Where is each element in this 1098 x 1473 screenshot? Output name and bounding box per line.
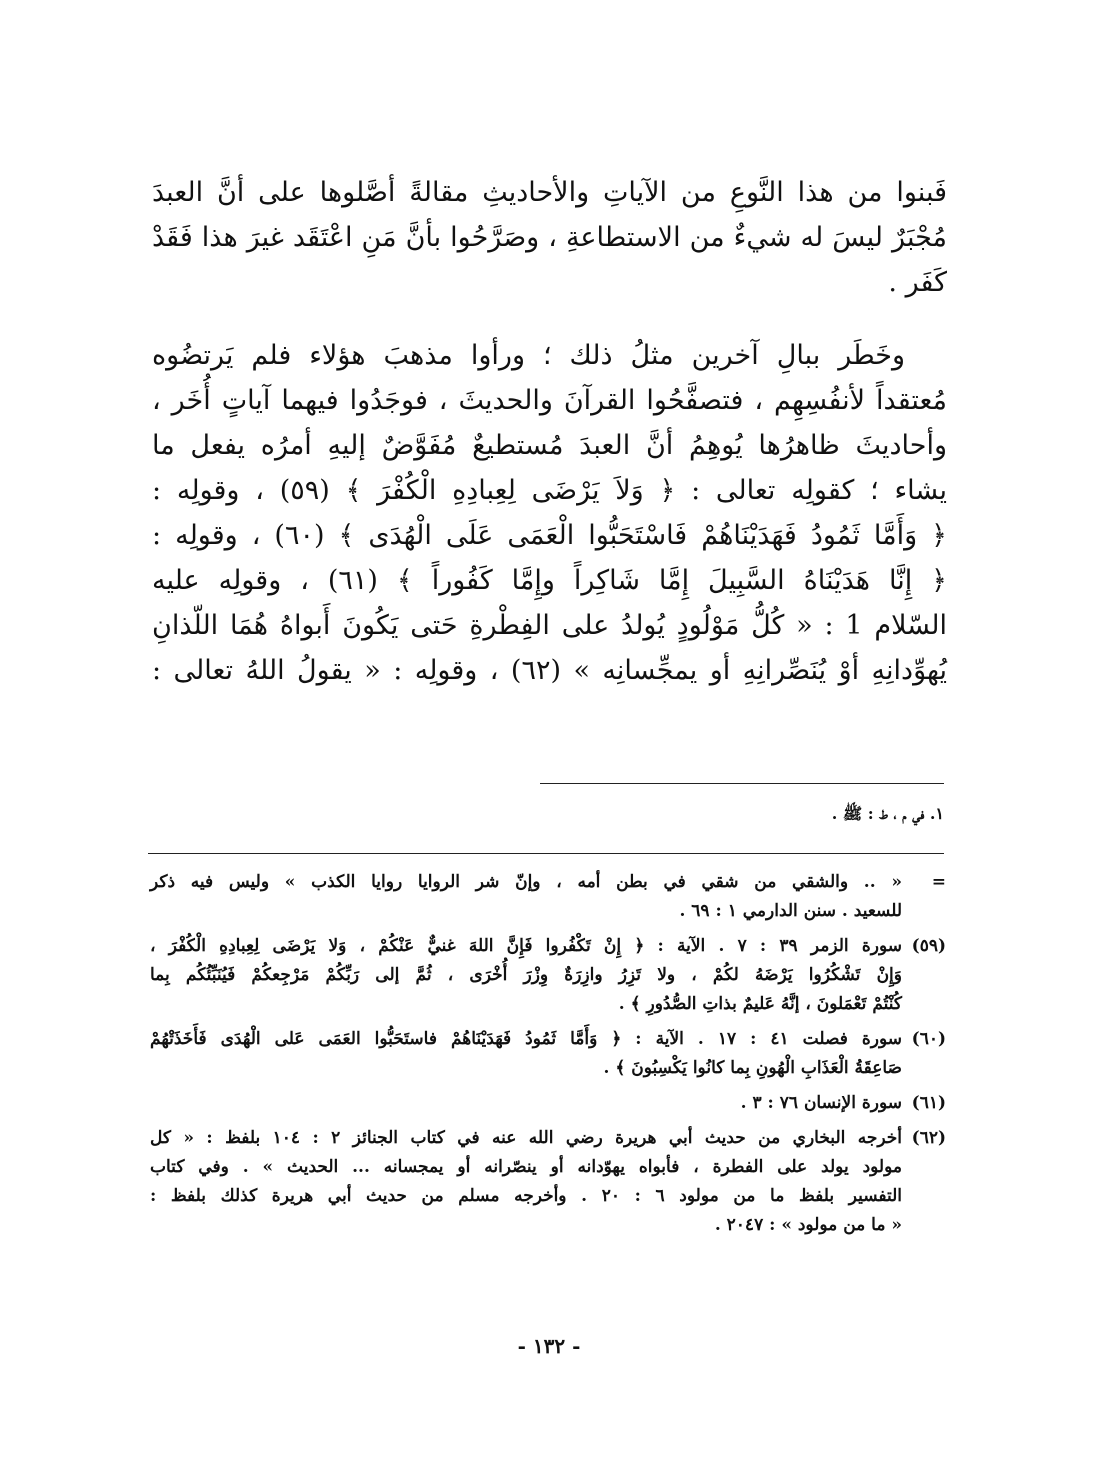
- footnote-line: للسعيد . سنن الدارمي ١ : ٦٩ .: [679, 901, 902, 921]
- text-line: ﴿ وَأَمَّا ثَمُودُ فَهَدَيْنَاهُمْ فَاسْتَحَبُّوا الْعَمَى عَلَى الْهُدَى ﴾ (٦٠) ، وقولِه :: [152, 520, 947, 551]
- footnote-line: التفسير بلفظ ما من مولود ٦ : ٢٠ . وأخرجه مسلم من حديث أبي هريرة كذلك بلفظ :: [150, 1186, 903, 1206]
- text-line: السّلام 1 : « كُلُّ مَوْلُودٍ يُولدُ على الفِطْرةِ حَتى يَكُونَ أَبواهُ هُمَا اللّذانِ: [152, 610, 947, 641]
- footnote-line: صَاعِقَةُ الْعَذَابِ الْهُونِ بِما كانُوا يَكْسِبُونَ ﴾ .: [603, 1058, 902, 1078]
- text-line: كَفَر .: [888, 267, 947, 298]
- footnote-number: =: [931, 872, 946, 892]
- margin-note: ١. في م ، ط : ﷺ .: [831, 804, 944, 823]
- text-line: يُهوِّدانِهِ أوْ يُنَصِّرانِهِ أو يمجِّسانِه » (٦٢) ، وقولِه : « يقولُ اللهُ تعالى :: [152, 655, 947, 686]
- footnote-line: أخرجه البخاري من حديث أبي هريرة رضي الله عنه في كتاب الجنائز ٢ : ١٠٤ بلفظ : « كل: [150, 1128, 902, 1148]
- footnote-line: « ما من مولود » : ٢٠٤٧ .: [714, 1215, 902, 1235]
- paragraph: [152, 333, 947, 693]
- text-line: يشاء ؛ كقولِه تعالى : ﴿ وَلاَ يَرْضَى لِعِبادِهِ الْكُفْرَ ﴾ (٥٩) ، وقولِه :: [152, 475, 947, 506]
- footnote: [150, 1089, 946, 1118]
- text-line: ﴿ إِنَّا هَدَيْنَاهُ السَّبِيلَ إِمَّا شَاكِراً وإِمَّا كَفُوراً ﴾ (٦١) ، وقولِه عليه: [152, 565, 948, 596]
- footnote-line: « .. والشقي من شقي في بطن أمه ، وإنّ شر الروايا روايا الكذب » وليس فيه ذكر: [150, 872, 902, 892]
- footnote-line: وَإِنْ تَشْكُرُوا يَرْضَهُ لكُمْ ، ولا تَزِرُ وازِرَةٌ وِزْرَ أُخْرَى ، ثُمَّ إلى رَبِّكُمْ مَرْجِعكُمْ فَيُنَبِّئُكُم بِما: [150, 965, 902, 985]
- footnote-line: سورة فصلت ٤١ : ١٧ . الآية : ﴿ وَأَمَّا ثَمُودُ فَهَدَيْنَاهُمْ فاستَحَبُّوا العَمَى عَلى الْهُدَى فَأَخَذَتْهُمْ: [150, 1029, 902, 1049]
- footnote-number: (٥٩): [911, 936, 946, 956]
- footnote-text: [150, 1124, 902, 1240]
- text-line: وأحاديثَ ظاهرُها يُوهِمُ أنَّ العبدَ مُستطيعٌ مُفَوَّضٌ إليهِ أمرُه يفعل ما: [152, 430, 947, 461]
- footnotes-divider: [148, 853, 944, 854]
- footnote-number: (٦١): [911, 1093, 946, 1113]
- text-line: فَبنوا من هذا النَّوعِ من الآياتِ والأحاديثِ مقالةً أصَّلوها على أنَّ العبدَ: [152, 177, 947, 208]
- footnote-number: (٦٠): [911, 1029, 946, 1049]
- footnote-number: (٦٢): [911, 1128, 946, 1148]
- paragraph: [152, 170, 947, 305]
- text-line: وخَطَر ببالِ آخرين مثلُ ذلك ؛ ورأوا مذهبَ هؤلاء فلم يَرتضُوه: [152, 340, 905, 371]
- text-line: مُعتقداً لأنفُسِهِم ، فتصفَّحُوا القرآنَ والحديثَ ، فوجَدُوا فيهما آياتٍ أُخَر ،: [152, 385, 947, 416]
- footnotes: [150, 868, 946, 1246]
- footnote-text: [150, 1025, 902, 1083]
- footnote-line: كُنْتُمْ تَعْمَلونَ ، إنَّهُ عَليمٌ بذاتِ الصُّدُورِ ﴾ .: [618, 994, 902, 1014]
- page-number: - ١٣٢ -: [517, 1334, 581, 1358]
- text-line: مُجْبَرٌ ليسَ له شيءٌ من الاستطاعةِ ، وصَرَّحُوا بأنَّ مَنِ اعْتَقَد غيرَ هذا فَقَدْ: [152, 222, 947, 253]
- footnote-text: [150, 1089, 902, 1118]
- footnote: [150, 1025, 946, 1083]
- footnote: [150, 1124, 946, 1240]
- footnote-line: سورة الإنسان ٧٦ : ٣ .: [740, 1093, 902, 1113]
- footnote: [150, 868, 946, 926]
- margin-note-divider: [540, 783, 944, 784]
- footnote-text: [150, 868, 902, 926]
- footnote-text: [150, 932, 902, 1019]
- footnote: [150, 932, 946, 1019]
- footnote-line: مولود يولد على الفطرة ، فأبواه يهوّدانه أو ينصّرانه أو يمجسانه ... الحديث » . وفي كتاب: [150, 1157, 902, 1177]
- footnote-line: سورة الزمر ٣٩ : ٧ . الآية : ﴿ إِنْ تَكْفُروا فَإِنَّ اللهَ غنيٌّ عَنْكُمْ ، وَلا يَرْضَى لِعِبادِهِ الْكُفْرَ ،: [150, 936, 902, 956]
- main-text: [152, 170, 947, 693]
